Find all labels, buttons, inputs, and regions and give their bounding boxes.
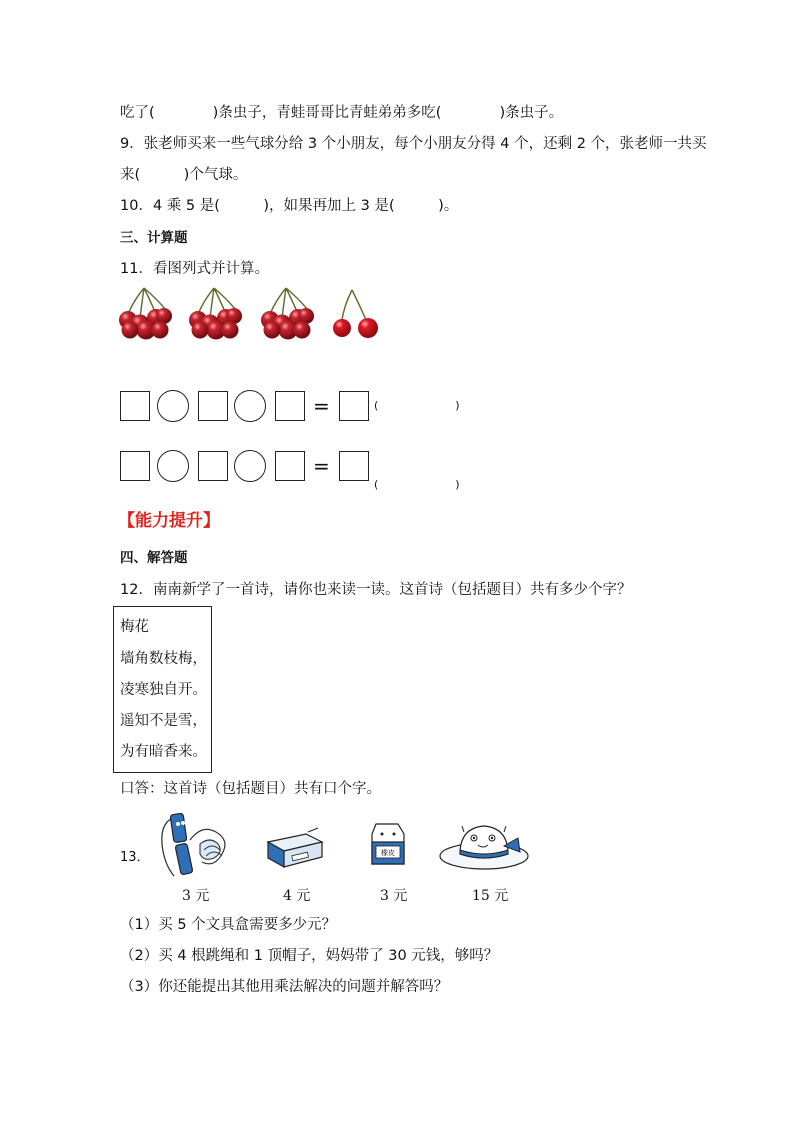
section4-heading: 四、解答题 (120, 550, 188, 566)
pencil-case-price: 4 元 (283, 888, 311, 904)
q12-answer-line: 口答：这首诗（包括题目）共有口个字。 (120, 781, 381, 797)
poem-title: 梅花 (120, 619, 149, 635)
answer-box[interactable] (275, 391, 305, 421)
answer-box[interactable] (198, 451, 228, 481)
ability-heading: 【能力提升】 (118, 511, 220, 531)
section3-heading: 三、计算题 (120, 230, 188, 246)
eraser-label: 橡皮 (381, 849, 395, 857)
unit-paren[interactable]: ( ) (374, 478, 460, 491)
operator-circle[interactable] (157, 450, 189, 482)
q8-tail-line: 吃了( )条虫子，青蛙哥哥比青蛙弟弟多吃( )条虫子。 (120, 105, 564, 121)
pencil-case-icon (264, 824, 326, 868)
q9-line-2: 来( )个气球。 (120, 167, 248, 183)
jump-rope-price: 3 元 (182, 888, 210, 904)
answer-box[interactable] (339, 451, 369, 481)
cherry-bunch-1 (119, 288, 172, 340)
q13-sub2: （2）买 4 根跳绳和 1 顶帽子，妈妈带了 30 元钱，够吗？ (120, 948, 499, 964)
q12-prompt: 12．南南新学了一首诗，请你也来读一读。这首诗（包括题目）共有多少个字？ (120, 582, 632, 598)
cherry-pair (333, 290, 378, 338)
jump-rope-icon (158, 810, 240, 880)
operator-circle[interactable] (157, 390, 189, 422)
q13-number: 13． (120, 850, 150, 865)
poem-line: 墙角数枝梅， (120, 651, 207, 667)
answer-box[interactable] (198, 391, 228, 421)
eraser-price: 3 元 (380, 888, 408, 904)
operator-circle[interactable] (234, 390, 266, 422)
answer-box[interactable] (339, 391, 369, 421)
hat-price: 15 元 (472, 888, 509, 904)
equals-sign: = (313, 454, 330, 478)
answer-box[interactable] (120, 391, 150, 421)
q9-line-1: 9．张老师买来一些气球分给 3 个小朋友，每个小朋友分得 4 个，还剩 2 个，张老师一共买 (120, 136, 707, 152)
cherry-bunch-2 (189, 288, 242, 340)
operator-circle[interactable] (234, 450, 266, 482)
answer-box[interactable] (275, 451, 305, 481)
cherry-bunch-3 (261, 288, 314, 340)
q13-sub3: （3）你还能提出其他用乘法解决的问题并解答吗？ (120, 979, 449, 995)
eraser-icon (368, 820, 408, 870)
cherries-illustration (116, 284, 386, 346)
poem-line: 凌寒独自开。 (120, 682, 207, 698)
unit-paren[interactable]: ( ) (374, 399, 460, 412)
answer-box[interactable] (120, 451, 150, 481)
q13-sub1: （1）买 5 个文具盒需要多少元？ (120, 917, 337, 933)
hat-icon (438, 820, 532, 872)
poem-line: 为有暗香来。 (120, 744, 207, 760)
poem-line: 遥知不是雪， (120, 713, 207, 729)
q10-line: 10．4 乘 5 是( )，如果再加上 3 是( )。 (120, 198, 459, 214)
equals-sign: = (313, 394, 330, 418)
q11-prompt: 11．看图列式并计算。 (120, 261, 269, 277)
